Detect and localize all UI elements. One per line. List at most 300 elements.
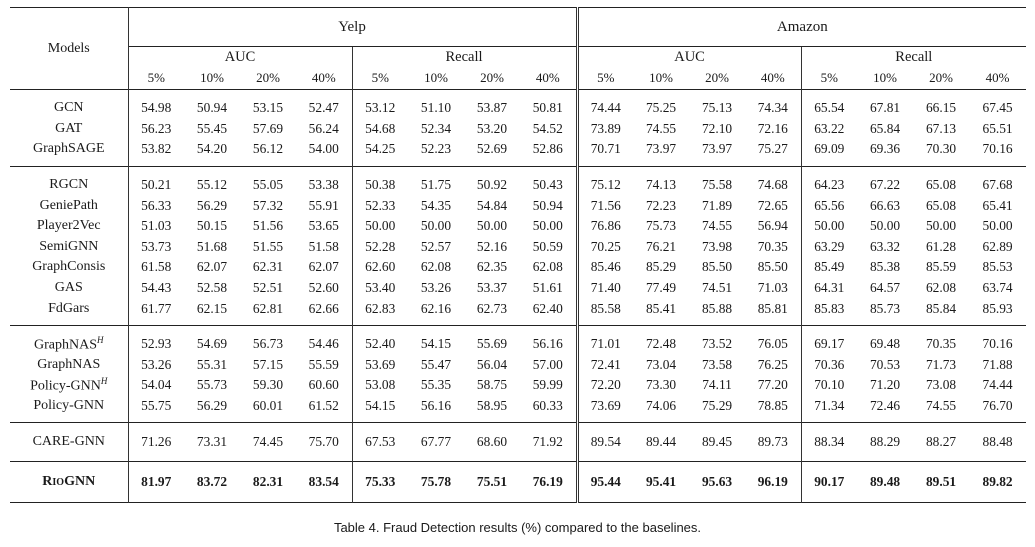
value-cell: 83.72	[196, 474, 228, 490]
value-cell: 55.47	[420, 356, 452, 372]
value-cell: 54.68	[365, 120, 396, 136]
percentage-header: 20%	[705, 70, 729, 85]
value-cell: 57.69	[252, 120, 284, 136]
value-cell: 52.34	[420, 120, 452, 136]
value-cell: 74.45	[252, 434, 284, 450]
value-cell: 71.26	[141, 434, 172, 450]
value-cell: 85.53	[982, 259, 1013, 275]
percentage-header: 20%	[256, 70, 280, 85]
value-cell: 54.04	[141, 377, 172, 393]
value-cell: 50.00	[982, 218, 1013, 234]
model-name-cell	[10, 237, 128, 258]
value-cell: 53.73	[141, 238, 172, 254]
value-cell: 85.84	[925, 300, 957, 316]
value-cell: 95.44	[590, 474, 621, 490]
value-cell: 52.40	[365, 336, 396, 352]
value-cell: 52.57	[420, 238, 452, 254]
value-cell: 54.25	[365, 141, 396, 157]
value-cell: 54.00	[296, 139, 352, 166]
value-cell: 53.82	[141, 141, 172, 157]
model-name: GraphConsis	[32, 259, 106, 275]
value-cell: 56.16	[420, 398, 452, 414]
model-name-cell	[10, 278, 128, 299]
value-cell: 50.38	[365, 177, 396, 193]
value-cell: 73.97	[645, 141, 677, 157]
percentage-header: 10%	[873, 70, 897, 85]
table-row	[10, 257, 1026, 278]
value-cell: 70.35	[925, 336, 957, 352]
value-cell: 89.73	[745, 423, 801, 462]
value-cell: 51.68	[196, 238, 228, 254]
value-cell: 50.00	[476, 218, 508, 234]
model-name-cell	[10, 139, 128, 166]
value-cell: 67.45	[982, 100, 1013, 116]
value-cell: 51.75	[420, 177, 452, 193]
value-cell: 63.29	[814, 238, 845, 254]
value-cell: 74.55	[701, 218, 733, 234]
model-name: RioGNN	[42, 474, 96, 490]
model-name-cell	[10, 119, 128, 140]
model-name-cell	[10, 298, 128, 325]
value-cell: 76.19	[520, 462, 577, 503]
model-name-cell	[10, 396, 128, 423]
value-cell: 72.48	[645, 336, 677, 352]
value-cell: 73.98	[701, 238, 733, 254]
value-cell: 70.35	[745, 237, 801, 258]
value-cell: 62.16	[420, 300, 452, 316]
value-cell: 50.00	[925, 218, 957, 234]
model-name-cell	[10, 325, 128, 354]
table-row	[10, 355, 1026, 376]
value-cell: 85.50	[745, 257, 801, 278]
value-cell: 65.54	[814, 100, 845, 116]
value-cell: 85.41	[645, 300, 677, 316]
value-cell: 62.83	[365, 300, 396, 316]
table-row	[10, 462, 1026, 503]
model-name-cell	[10, 423, 128, 462]
value-cell: 75.58	[701, 177, 733, 193]
value-cell: 60.60	[296, 375, 352, 396]
value-cell: 56.94	[745, 216, 801, 237]
value-cell: 52.60	[296, 278, 352, 299]
value-cell: 63.32	[869, 238, 901, 254]
value-cell: 74.55	[925, 398, 957, 414]
value-cell: 75.51	[476, 474, 508, 490]
value-cell: 74.34	[745, 90, 801, 119]
value-cell: 74.68	[745, 166, 801, 195]
value-cell: 74.44	[590, 100, 621, 116]
value-cell: 73.08	[925, 377, 957, 393]
group-header-yelp: Yelp	[128, 8, 577, 47]
model-name: Player2Vec	[36, 218, 101, 234]
value-cell: 72.10	[701, 120, 733, 136]
value-cell: 50.00	[814, 218, 845, 234]
value-cell: 53.37	[476, 280, 508, 296]
value-cell: 70.53	[869, 356, 901, 372]
value-cell: 72.23	[645, 197, 677, 213]
value-cell: 73.97	[701, 141, 733, 157]
value-cell: 56.23	[141, 120, 172, 136]
model-name: GAT	[55, 120, 83, 136]
value-cell: 65.41	[982, 197, 1013, 213]
value-cell: 64.23	[814, 177, 845, 193]
value-cell: 64.31	[814, 280, 845, 296]
value-cell: 88.29	[869, 434, 901, 450]
value-cell: 60.01	[252, 398, 284, 414]
percentage-header: 40%	[745, 67, 801, 90]
value-cell: 62.89	[982, 238, 1013, 254]
percentage-header: 10%	[200, 70, 224, 85]
value-cell: 52.69	[476, 141, 508, 157]
value-cell: 62.35	[476, 259, 508, 275]
model-name: FdGars	[48, 300, 90, 316]
value-cell: 75.70	[296, 423, 352, 462]
value-cell: 50.92	[476, 177, 508, 193]
value-cell: 55.59	[296, 355, 352, 376]
value-cell: 74.55	[645, 120, 677, 136]
value-cell: 53.12	[365, 100, 396, 116]
value-cell: 58.95	[476, 398, 508, 414]
value-cell: 54.98	[141, 100, 172, 116]
percentage-header: 10%	[424, 70, 448, 85]
value-cell: 63.74	[982, 280, 1013, 296]
value-cell: 62.08	[420, 259, 452, 275]
value-cell: 77.20	[745, 375, 801, 396]
value-cell: 54.46	[296, 325, 352, 354]
value-cell: 62.08	[520, 257, 577, 278]
value-cell: 69.17	[814, 336, 845, 352]
value-cell: 55.69	[476, 336, 508, 352]
percentage-header: 20%	[480, 70, 504, 85]
value-cell: 51.58	[296, 237, 352, 258]
value-cell: 63.22	[814, 120, 845, 136]
value-cell: 71.89	[701, 197, 733, 213]
value-cell: 65.84	[869, 120, 901, 136]
model-name: GeniePath	[39, 197, 98, 213]
model-name: Policy-GNN	[30, 378, 101, 394]
value-cell: 71.01	[590, 336, 621, 352]
value-cell: 72.65	[745, 195, 801, 216]
value-cell: 67.77	[420, 434, 452, 450]
model-name: CARE-GNN	[32, 434, 105, 450]
table-caption: Table 4. Fraud Detection results (%) compared to the baselines.	[333, 520, 702, 535]
value-cell: 69.36	[869, 141, 901, 157]
value-cell: 90.17	[814, 474, 845, 490]
value-cell: 89.51	[925, 474, 957, 490]
value-cell: 75.33	[365, 474, 396, 490]
percentage-header: 40%	[520, 67, 577, 90]
value-cell: 75.13	[701, 100, 733, 116]
model-name-cell	[10, 462, 128, 503]
value-cell: 53.69	[365, 356, 396, 372]
value-cell: 73.31	[196, 434, 228, 450]
value-cell: 50.00	[365, 218, 396, 234]
model-name: Policy-GNN	[33, 398, 105, 414]
value-cell: 77.49	[645, 280, 677, 296]
value-cell: 53.26	[420, 280, 452, 296]
value-cell: 54.84	[476, 197, 508, 213]
value-cell: 70.25	[590, 238, 621, 254]
value-cell: 71.73	[925, 356, 957, 372]
percentage-header: 40%	[985, 70, 1010, 85]
value-cell: 65.56	[814, 197, 845, 213]
value-cell: 65.08	[925, 197, 957, 213]
value-cell: 67.22	[869, 177, 901, 193]
table-row	[10, 375, 1026, 396]
value-cell: 54.15	[420, 336, 452, 352]
table-row	[10, 119, 1026, 140]
value-cell: 62.81	[252, 300, 284, 316]
value-cell: 50.94	[520, 195, 577, 216]
value-cell: 70.10	[814, 377, 845, 393]
value-cell: 73.58	[701, 356, 733, 372]
percentage-header: 10%	[649, 70, 673, 85]
value-cell: 62.66	[296, 298, 352, 325]
table-row	[10, 195, 1026, 216]
value-cell: 75.78	[420, 474, 452, 490]
value-cell: 71.56	[590, 197, 621, 213]
value-cell: 89.48	[869, 474, 901, 490]
model-name: GraphSAGE	[32, 141, 105, 157]
value-cell: 53.26	[141, 356, 172, 372]
value-cell: 64.57	[869, 280, 901, 296]
value-cell: 56.29	[196, 197, 228, 213]
value-cell: 85.93	[982, 300, 1013, 316]
value-cell: 74.44	[982, 377, 1013, 393]
value-cell: 85.83	[814, 300, 845, 316]
value-cell: 74.11	[702, 377, 732, 393]
table-row	[10, 325, 1026, 354]
value-cell: 88.48	[982, 434, 1013, 450]
value-cell: 67.81	[869, 100, 901, 116]
value-cell: 59.30	[252, 377, 284, 393]
value-cell: 82.31	[252, 474, 284, 490]
value-cell: 72.16	[745, 119, 801, 140]
value-cell: 52.23	[420, 141, 452, 157]
group-header-amazon: Amazon	[577, 8, 1026, 47]
value-cell: 53.20	[476, 120, 508, 136]
value-cell: 67.68	[982, 177, 1013, 193]
value-cell: 62.07	[196, 259, 228, 275]
value-cell: 78.85	[745, 396, 801, 423]
value-cell: 54.15	[365, 398, 396, 414]
value-cell: 56.04	[476, 356, 508, 372]
value-cell: 76.21	[645, 238, 677, 254]
model-name: GAS	[54, 280, 83, 296]
results-table	[10, 7, 1026, 503]
value-cell: 67.13	[925, 120, 957, 136]
table-row	[10, 423, 1026, 462]
metric-header: AUC	[577, 47, 801, 68]
value-cell: 60.33	[520, 396, 577, 423]
table-row	[10, 278, 1026, 299]
value-cell: 72.20	[590, 377, 621, 393]
value-cell: 62.40	[520, 298, 577, 325]
value-cell: 71.20	[869, 377, 901, 393]
model-name-cell	[10, 195, 128, 216]
value-cell: 85.50	[701, 259, 733, 275]
percentage-header: 5%	[147, 70, 165, 85]
table-row	[10, 396, 1026, 423]
value-cell: 53.08	[365, 377, 396, 393]
value-cell: 52.28	[365, 238, 396, 254]
value-cell: 52.93	[141, 336, 172, 352]
model-name-cell	[10, 375, 128, 396]
model-superscript: H	[100, 376, 108, 387]
value-cell: 62.60	[365, 259, 396, 275]
value-cell: 71.03	[745, 278, 801, 299]
value-cell: 73.69	[590, 398, 621, 414]
model-name-cell	[10, 257, 128, 278]
value-cell: 53.38	[296, 166, 352, 195]
value-cell: 69.48	[869, 336, 901, 352]
value-cell: 85.73	[869, 300, 901, 316]
percentage-header: 5%	[597, 70, 615, 85]
table-row	[10, 139, 1026, 166]
percentage-header: 5%	[820, 70, 838, 85]
model-name-cell	[10, 166, 128, 195]
value-cell: 50.00	[420, 218, 452, 234]
value-cell: 85.58	[590, 300, 621, 316]
value-cell: 95.41	[645, 474, 677, 490]
value-cell: 76.70	[982, 398, 1013, 414]
model-name: SemiGNN	[39, 238, 99, 254]
value-cell: 50.15	[196, 218, 228, 234]
value-cell: 66.15	[925, 100, 957, 116]
value-cell: 89.44	[645, 434, 677, 450]
value-cell: 59.99	[520, 375, 577, 396]
value-cell: 51.55	[252, 238, 284, 254]
value-cell: 76.05	[745, 325, 801, 354]
table-row	[10, 166, 1026, 195]
value-cell: 65.08	[925, 177, 957, 193]
value-cell: 76.25	[745, 355, 801, 376]
model-name: GraphNAS	[34, 337, 97, 353]
value-cell: 62.73	[476, 300, 508, 316]
value-cell: 55.91	[296, 195, 352, 216]
model-superscript: H	[97, 334, 104, 345]
value-cell: 53.15	[252, 100, 284, 116]
table-row	[10, 216, 1026, 237]
model-name-cell	[10, 355, 128, 376]
value-cell: 52.16	[476, 238, 508, 254]
value-cell: 54.43	[141, 280, 172, 296]
value-cell: 62.07	[296, 257, 352, 278]
value-cell: 52.33	[365, 197, 396, 213]
value-cell: 68.60	[476, 434, 508, 450]
value-cell: 51.03	[141, 218, 172, 234]
value-cell: 54.52	[520, 119, 577, 140]
value-cell: 56.16	[520, 325, 577, 354]
value-cell: 56.12	[252, 141, 284, 157]
value-cell: 55.75	[141, 398, 172, 414]
value-cell: 56.33	[141, 197, 172, 213]
value-cell: 53.40	[365, 280, 396, 296]
value-cell: 75.73	[645, 218, 677, 234]
value-cell: 56.29	[196, 398, 228, 414]
value-cell: 95.63	[701, 474, 733, 490]
value-cell: 85.38	[869, 259, 901, 275]
value-cell: 73.89	[590, 120, 621, 136]
value-cell: 73.04	[645, 356, 677, 372]
value-cell: 55.73	[196, 377, 228, 393]
value-cell: 88.34	[814, 434, 845, 450]
value-cell: 85.88	[701, 300, 733, 316]
value-cell: 89.54	[590, 434, 621, 450]
value-cell: 62.15	[196, 300, 228, 316]
value-cell: 75.27	[745, 139, 801, 166]
value-cell: 70.71	[590, 141, 621, 157]
value-cell: 58.75	[476, 377, 508, 393]
model-name-cell	[10, 216, 128, 237]
value-cell: 65.51	[982, 120, 1013, 136]
value-cell: 74.51	[701, 280, 733, 296]
value-cell: 73.30	[645, 377, 677, 393]
value-cell: 62.08	[925, 280, 957, 296]
value-cell: 72.41	[590, 356, 621, 372]
value-cell: 50.00	[520, 216, 577, 237]
value-cell: 89.82	[982, 474, 1013, 490]
percentage-header: 20%	[929, 70, 953, 85]
value-cell: 71.92	[520, 423, 577, 462]
table-row	[10, 298, 1026, 325]
value-cell: 55.12	[196, 177, 228, 193]
value-cell: 96.19	[745, 462, 801, 503]
value-cell: 62.31	[252, 259, 284, 275]
value-cell: 89.45	[701, 434, 733, 450]
value-cell: 54.35	[420, 197, 452, 213]
value-cell: 50.21	[141, 177, 172, 193]
value-cell: 56.73	[252, 336, 284, 352]
metric-header: Recall	[352, 47, 577, 68]
value-cell: 51.10	[420, 100, 452, 116]
value-cell: 54.20	[196, 141, 228, 157]
model-name-cell	[10, 90, 128, 119]
value-cell: 83.54	[296, 462, 352, 503]
value-cell: 55.45	[196, 120, 228, 136]
metric-header: AUC	[128, 47, 352, 68]
value-cell: 75.25	[645, 100, 677, 116]
value-cell: 69.09	[814, 141, 845, 157]
value-cell: 55.31	[196, 356, 228, 372]
value-cell: 71.88	[982, 356, 1013, 372]
value-cell: 85.49	[814, 259, 845, 275]
value-cell: 50.81	[520, 90, 577, 119]
value-cell: 85.29	[645, 259, 677, 275]
value-cell: 70.30	[925, 141, 957, 157]
value-cell: 50.00	[869, 218, 901, 234]
value-cell: 51.61	[520, 278, 577, 299]
value-cell: 57.32	[252, 197, 284, 213]
model-name: RGCN	[49, 177, 89, 193]
value-cell: 53.65	[296, 216, 352, 237]
value-cell: 70.16	[982, 336, 1013, 352]
metric-header: Recall	[895, 48, 933, 65]
value-cell: 85.46	[590, 259, 621, 275]
value-cell: 88.27	[925, 434, 957, 450]
value-cell: 52.51	[252, 280, 284, 296]
value-cell: 61.52	[296, 396, 352, 423]
value-cell: 70.36	[814, 356, 845, 372]
value-cell: 50.43	[520, 166, 577, 195]
value-cell: 55.35	[420, 377, 452, 393]
value-cell: 76.86	[590, 218, 621, 234]
value-cell: 52.86	[520, 139, 577, 166]
value-cell: 67.53	[365, 434, 396, 450]
value-cell: 73.52	[701, 336, 733, 352]
models-header: Models	[10, 8, 128, 90]
percentage-header: 40%	[296, 67, 352, 90]
